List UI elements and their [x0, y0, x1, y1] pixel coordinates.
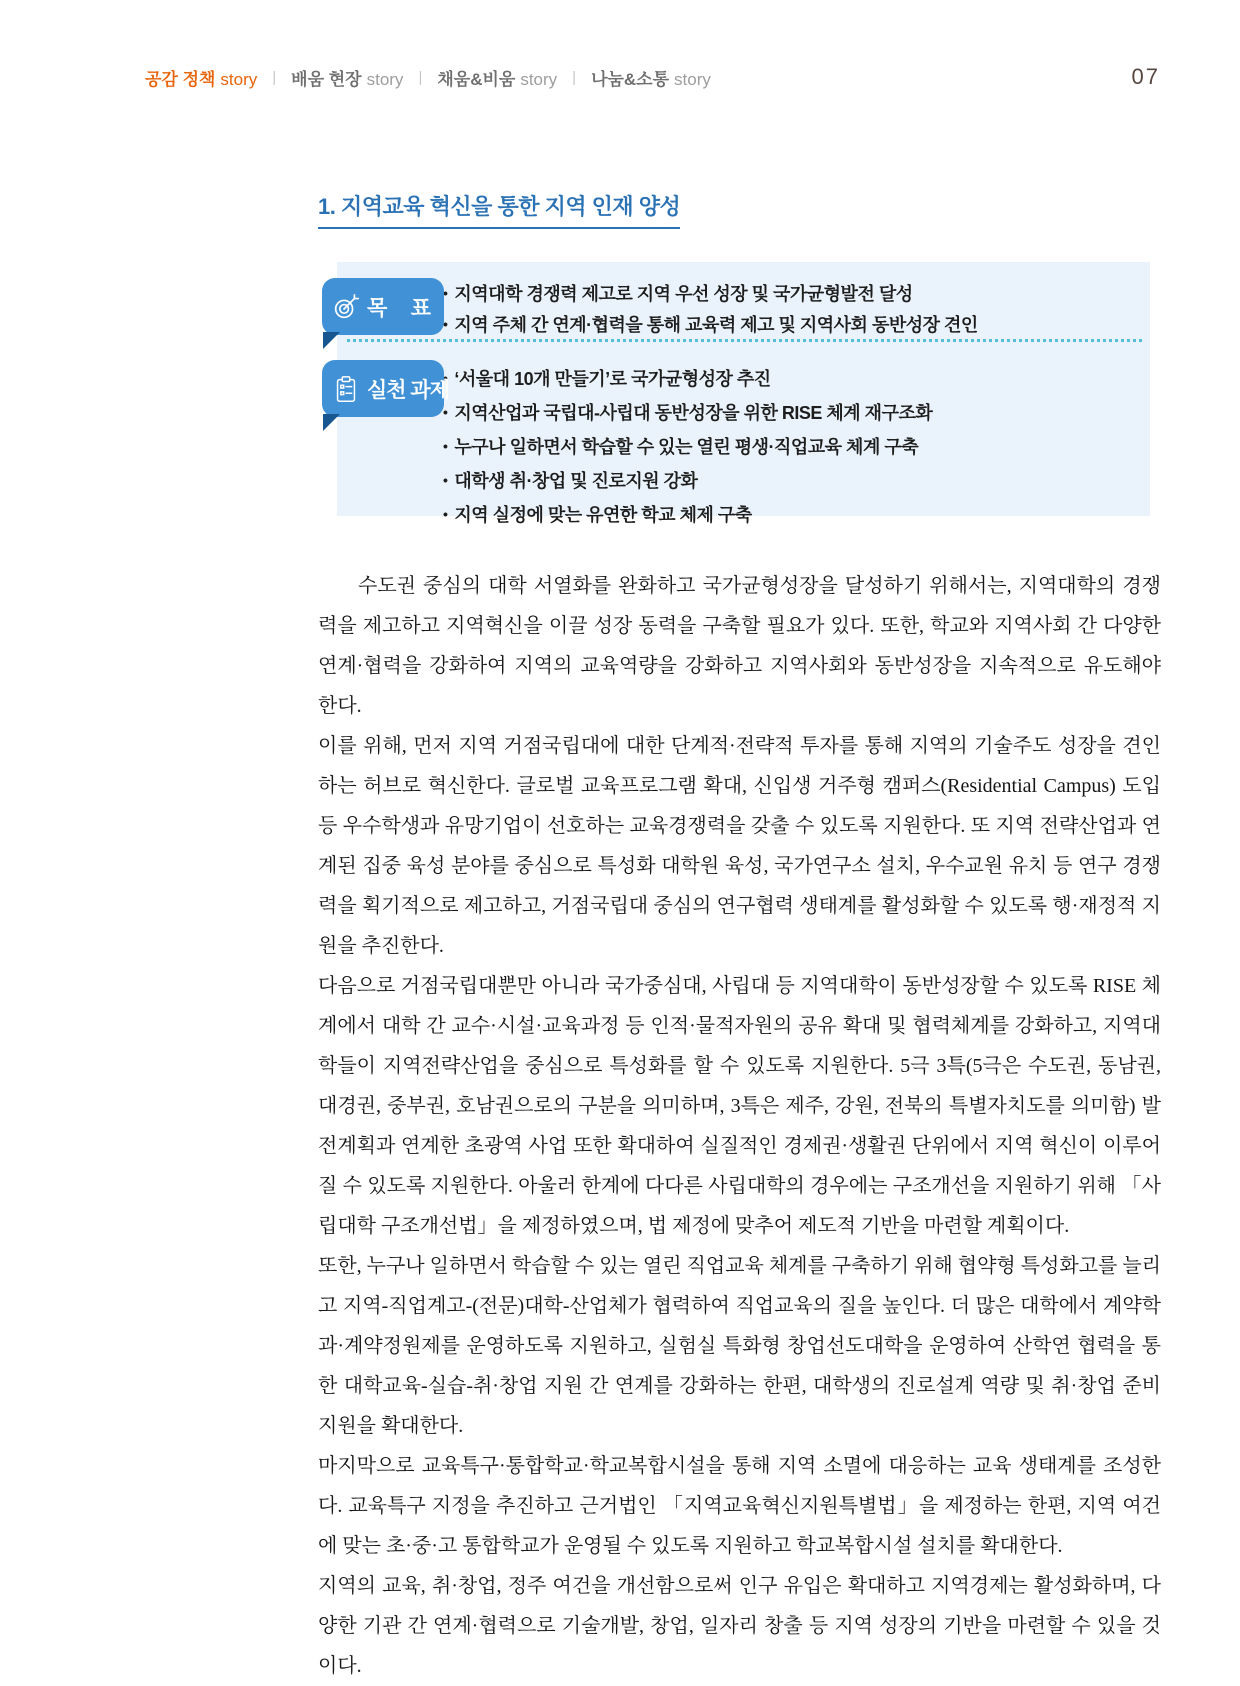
tasks-label: 실천 과제	[367, 378, 449, 402]
goal-item: • 지역 주체 간 연계·협력을 통해 교육력 제고 및 지역사회 동반성장 견인	[443, 310, 1132, 341]
tab-label: 배움 현장	[291, 69, 362, 89]
body-paragraph: 다음으로 거점국립대뿐만 아니라 국가중심대, 사립대 등 지역대학이 동반성장할 수 있도록 RISE 체계에서 대학 간 교수·시설·교육과정 등 인적·물적자원의 공유 확대 및 협력체계를 강화하고, 지역대학들이 지역전략산업을 중심으로 특성화를 할 수 있도록 지원한다. 5극 3특(5극은 수도권, 동남권, 대경권, 중부권, 호남권으로의 구분을 의미하며, 3특은 제주, 강원, 전북의 특별자치도를 의미함) 발전계획과 연계한 초광역 사업 또한 확대하여 실질적인 경제권·생활권 단위에서 지역 혁신이 이루어질 수 있도록 지원한다. 아울러 한계에 다다른 사립대학의 경우에는 구조개선을 지원하기 위해 「사립대학 구조개선법」을 제정하였으며, 법 제정에 맞추어 제도적 기반을 마련할 계획이다.	[318, 975, 1161, 1237]
tab-label-suffix: story	[220, 69, 258, 89]
policy-summary-box	[337, 262, 1150, 525]
body-paragraph: 수도권 중심의 대학 서열화를 완화하고 국가균형성장을 달성하기 위해서는, 지역대학의 경쟁력을 제고하고 지역혁신을 이끌 성장 동력을 구축할 필요가 있다. 또한, 학교와 지역사회 간 다양한 연계·협력을 강화하여 지역의 교육역량을 강화하고 지역사회와 동반성장을 지속적으로 유도해야 한다.	[318, 575, 1161, 717]
header-tab-list	[145, 65, 711, 90]
tab-chaeum-bium-story	[437, 65, 557, 90]
body-paragraph: 이를 위해, 먼저 지역 거점국립대에 대한 단계적·전략적 투자를 통해 지역의 기술주도 성장을 견인하는 허브로 혁신한다. 글로벌 교육프로그램 확대, 신입생 거주형 캠퍼스(Residential Campus) 도입 등 우수학생과 유망기업이 선호하는 교육경쟁력을 갖출 수 있도록 지원한다. 또 지역 전략산업과 연계된 집중 육성 분야를 중심으로 특성화 대학원 육성, 국가연구소 설치, 우수교원 유치 등 연구 경쟁력을 획기적으로 제고하고, 거점국립대 중심의 연구협력 생태계를 활성화할 수 있도록 행·재정적 지원을 추진한다.	[318, 735, 1161, 957]
tab-label: 공감 정책	[145, 69, 216, 89]
target-icon	[331, 292, 361, 322]
tasks-label-bubble	[322, 360, 449, 417]
goal-label-first: 목	[367, 296, 388, 320]
tab-gonggam-policy-story	[145, 65, 257, 90]
section-title: 1. 지역교육 혁신을 통한 지역 인재 양성	[318, 190, 680, 229]
task-item: • 지역 실정에 맞는 유연한 학교 체제 구축	[443, 499, 1132, 533]
body-paragraph: 마지막으로 교육특구·통합학교·학교복합시설을 통해 지역 소멸에 대응하는 교육 생태계를 조성한다. 교육특구 지정을 추진하고 근거법인 「지역교육혁신지원특별법」을 제정하는 한편, 지역 여건에 맞는 초·중·고 통합학교가 운영될 수 있도록 지원하고 학교복합시설 설치를 확대한다.	[318, 1455, 1161, 1557]
task-item: • 지역산업과 국립대-사립대 동반성장을 위한 RISE 체계 재구조화	[443, 397, 1132, 431]
article-body	[318, 566, 1161, 1686]
page-header	[145, 64, 1160, 90]
page-number: 07	[1131, 64, 1160, 89]
tab-baeum-field-story	[291, 65, 403, 90]
tab-label: 채움&비움	[437, 69, 516, 89]
dotted-divider	[347, 339, 1142, 342]
tab-label-suffix: story	[366, 69, 404, 89]
body-paragraph: 또한, 누구나 일하면서 학습할 수 있는 열린 직업교육 체계를 구축하기 위해 협약형 특성화고를 늘리고 지역-직업계고-(전문)대학-산업체가 협력하여 직업교육의 질을 높인다. 더 많은 대학에서 계약학과·계약정원제를 운영하도록 지원하고, 실험실 특화형 창업선도대학을 운영하여 산학연 협력을 통한 대학교육-실습-취·창업 지원 간 연계를 강화하는 한편, 대학생의 진로설계 역량 및 취·창업 준비 지원을 확대한다.	[318, 1255, 1161, 1437]
task-item-list	[443, 363, 1132, 533]
tab-separator: |	[572, 68, 577, 86]
tab-separator: |	[272, 68, 277, 86]
goal-label-bubble	[322, 278, 444, 335]
goal-item: • 지역대학 경쟁력 제고로 지역 우선 성장 및 국가균형발전 달성	[443, 279, 1132, 310]
body-paragraph: 지역의 교육, 취·창업, 정주 여건을 개선함으로써 인구 유입은 확대하고 지역경제는 활성화하며, 다양한 기관 간 연계·협력으로 기술개발, 창업, 일자리 창출 등 지역 성장의 기반을 마련할 수 있을 것이다.	[318, 1575, 1161, 1677]
tab-nanum-sotong-story	[591, 65, 711, 90]
tab-label-suffix: story	[520, 69, 558, 89]
clipboard-icon	[331, 374, 361, 404]
task-item: • 누구나 일하면서 학습할 수 있는 열린 평생·직업교육 체계 구축	[443, 431, 1132, 465]
goal-item-list	[443, 279, 1132, 341]
tab-label-suffix: story	[674, 69, 711, 89]
goal-label	[367, 292, 431, 322]
task-item: • 대학생 취·창업 및 진로지원 강화	[443, 465, 1132, 499]
tab-separator: |	[418, 68, 423, 86]
task-item: • ‘서울대 10개 만들기’로 국가균형성장 추진	[443, 363, 1132, 397]
goal-label-second: 표	[410, 296, 431, 320]
tab-label: 나눔&소통	[591, 69, 670, 89]
